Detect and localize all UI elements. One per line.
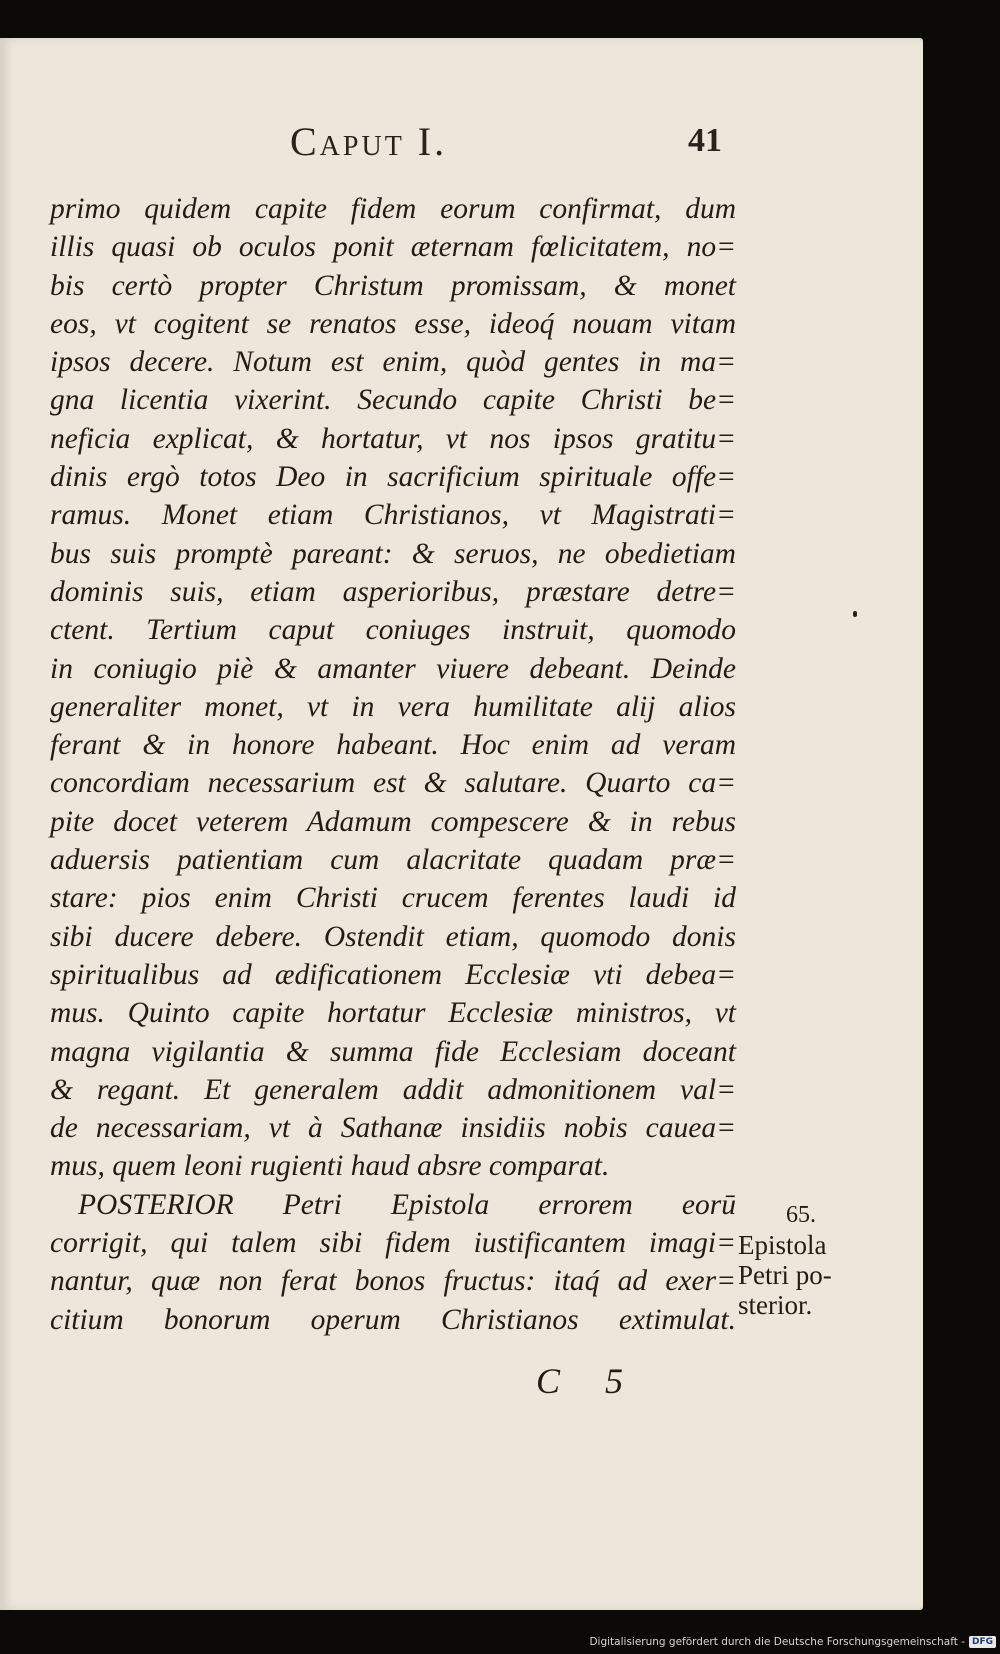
text-line: aduersis patientiam cum alacritate quadam præ=	[50, 844, 736, 877]
text-line: spiritualibus ad ædificationem Ecclesiæ vti debea=	[50, 958, 736, 991]
marginal-line: Epistola	[738, 1230, 827, 1260]
text-line: primo quidem capite fidem eorum confirmat, dum	[50, 193, 736, 225]
marginal-note	[738, 1200, 858, 1320]
digitization-footer	[589, 1632, 996, 1652]
text-line: mus. Quinto capite hortatur Ecclesiæ ministros, vt	[50, 997, 736, 1030]
text-line: mus, quem leoni rugienti haud absre comparat.	[50, 1150, 610, 1183]
marginal-line: sterior.	[738, 1290, 813, 1320]
text-line: de necessariam, vt à Sathanæ insidiis nobis cauea=	[50, 1112, 736, 1145]
text-line: ramus. Monet etiam Christianos, vt Magistrati=	[50, 499, 736, 532]
running-head: Caput I.	[290, 119, 448, 164]
marginal-line: Petri po-	[738, 1260, 832, 1290]
text-line: magna vigilantia & summa fide Ecclesiam doceant	[50, 1035, 736, 1068]
text-line: generaliter monet, vt in vera humilitate alij alios	[50, 690, 736, 723]
text-line: in coniugio piè & amanter viuere debeant. Deinde	[50, 652, 736, 685]
text-line: POSTERIOR Petri Epistola errorem eorū	[78, 1188, 736, 1221]
text-line: stare: pios enim Christi crucem ferentes laudi id	[50, 882, 736, 915]
text-line: dominis suis, etiam asperioribus, præstare detre=	[50, 575, 736, 608]
text-line: ferant & in honore habeant. Hoc enim ad veram	[50, 729, 736, 762]
page-header	[0, 118, 923, 178]
text-line: bis certò propter Christum promissam, & monet	[50, 269, 736, 302]
text-line: & regant. Et generalem addit admonitionem val=	[50, 1073, 736, 1106]
text-line: neficia explicat, & hortatur, vt nos ipsos gratitu=	[50, 422, 736, 455]
text-line: ipsos decere. Notum est enim, quòd gentes in ma=	[50, 346, 736, 379]
text-line: illis quasi ob oculos ponit æternam fœlicitatem, no=	[50, 231, 736, 264]
text-line: gna licentia vixerint. Secundo capite Christi be=	[50, 384, 736, 417]
text-line: pite docet veterem Adamum compescere & in rebus	[50, 805, 736, 838]
text-line: concordiam necessarium est & salutare. Quarto ca=	[50, 767, 736, 800]
text-line: ctent. Tertium caput coniuges instruit, quomodo	[50, 614, 736, 647]
ink-speck	[853, 611, 857, 617]
text-line: bus suis promptè pareant: & seruos, ne obedietiam	[50, 537, 736, 570]
text-line: eos, vt cogitent se renatos esse, ideoq́ nouam vitam	[50, 307, 736, 340]
text-line: nantur, quæ non ferat bonos fructus: itaq́ ad exer=	[50, 1265, 736, 1298]
page-number: 41	[688, 122, 722, 159]
text-line: sibi ducere debere. Ostendit etiam, quomodo donis	[50, 920, 736, 953]
text-line: dinis ergò totos Deo in sacrificium spirituale offe=	[50, 461, 736, 494]
text-line: corrigit, qui talem sibi fidem iustificantem imagi=	[50, 1227, 736, 1260]
marginal-number: 65.	[786, 1202, 816, 1228]
book-page	[0, 38, 923, 1610]
signature-mark: C 5	[536, 1361, 642, 1401]
main-text-block	[50, 190, 736, 1339]
footer-credit: Digitalisierung gefördert durch die Deutsche Forschungsgemeinschaft -	[589, 1636, 965, 1648]
dfg-logo: DFG	[969, 1636, 996, 1648]
text-line: citium bonorum operum Christianos extimulat.	[50, 1303, 736, 1336]
